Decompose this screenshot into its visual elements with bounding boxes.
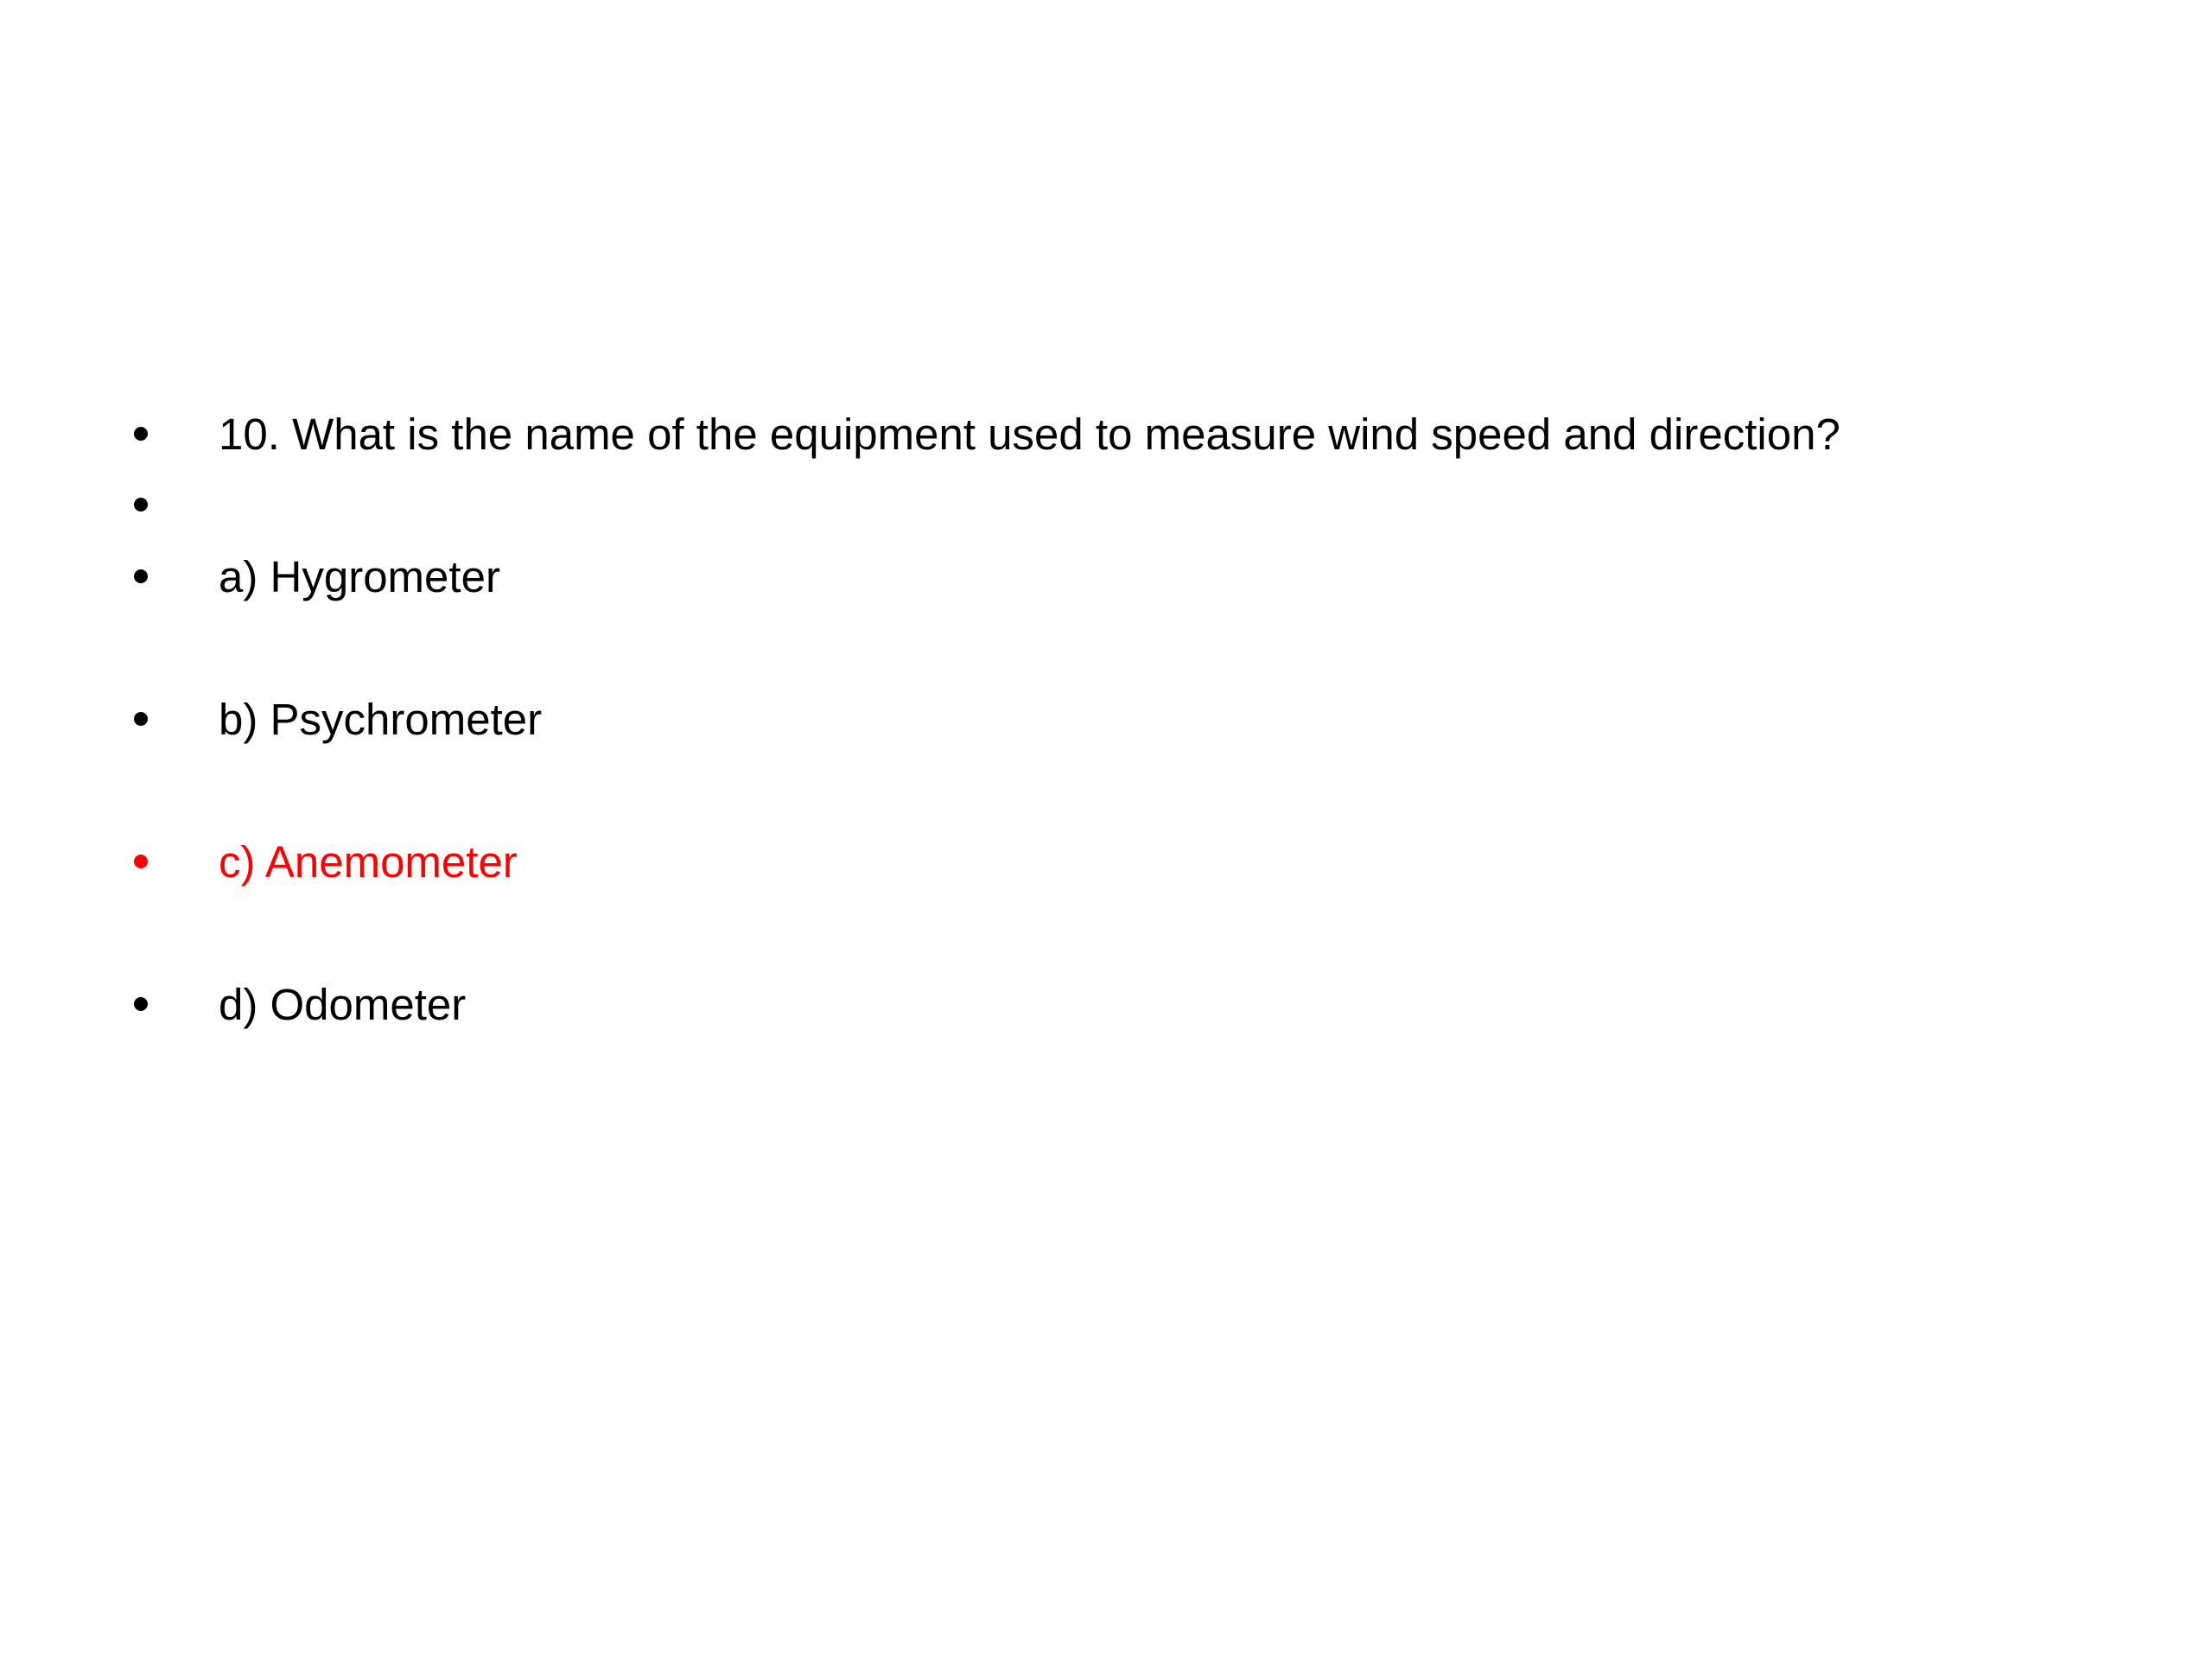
- bullet-icon: [134, 498, 148, 512]
- bullet-icon: [134, 855, 148, 868]
- question-text: 10. What is the name of the equipment used to measure wind speed and direction?: [219, 410, 1840, 459]
- option-item-d: [0, 966, 2212, 1044]
- option-item-b: [0, 681, 2212, 759]
- option-a-label: a) Hygrometer: [219, 552, 500, 601]
- bullet-icon: [134, 427, 148, 441]
- option-item-c-correct: [0, 823, 2212, 901]
- bullet-icon: [134, 569, 148, 583]
- option-c-label: c) Anemometer: [219, 837, 518, 887]
- option-item-a: [0, 538, 2212, 616]
- option-b-label: b) Psychrometer: [219, 695, 543, 744]
- bullet-icon: [134, 712, 148, 726]
- empty-bullet-item: [0, 467, 2212, 544]
- question-item: [0, 396, 2212, 474]
- bullet-icon: [134, 997, 148, 1011]
- option-d-label: d) Odometer: [219, 980, 467, 1029]
